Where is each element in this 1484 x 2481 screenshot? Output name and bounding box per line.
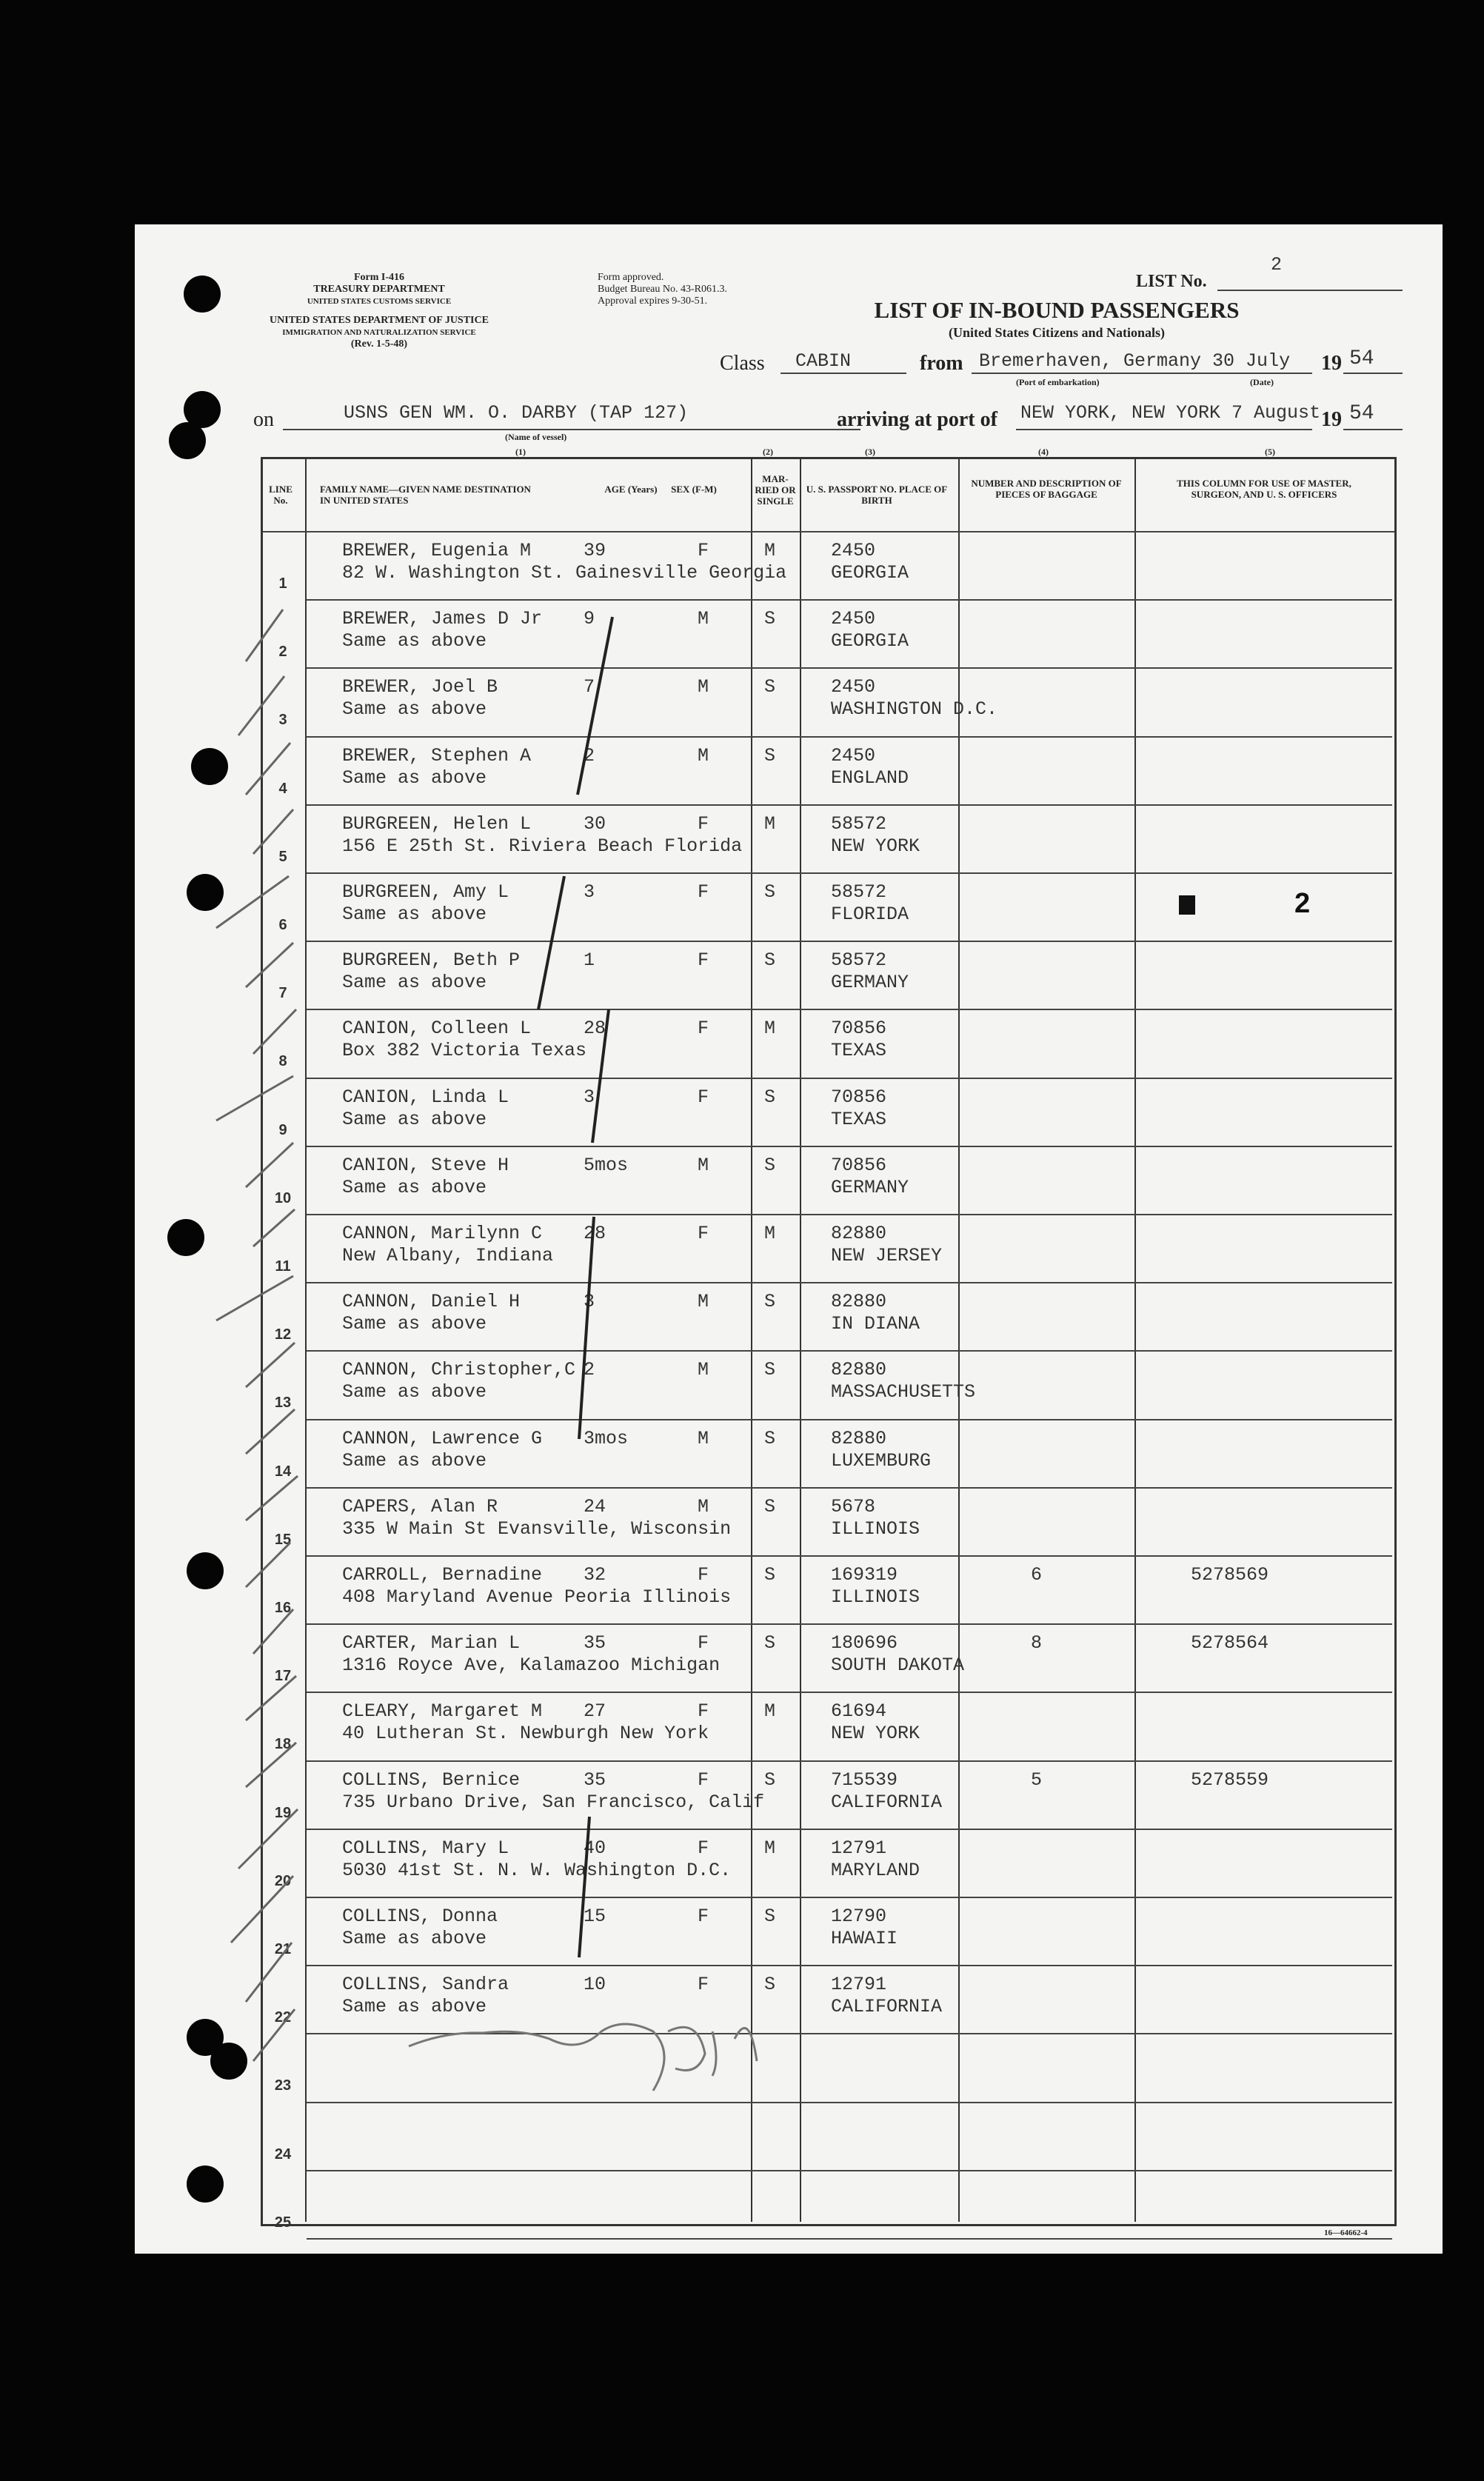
- passenger-name: CANNON, Daniel H: [342, 1291, 521, 1312]
- punch-hole-10: [187, 2166, 224, 2203]
- place-of-birth: MASSACHUSETTS: [831, 1381, 976, 1403]
- approval-2: Budget Bureau No. 43-R061.3.: [598, 284, 727, 295]
- passenger-sex: F: [698, 881, 709, 903]
- col-header-line: LINE No.: [269, 484, 293, 506]
- passenger-marital-status: S: [764, 608, 776, 630]
- passenger-sex: F: [698, 1837, 709, 1859]
- passenger-destination: 335 W Main St Evansville, Wisconsin: [342, 1518, 732, 1540]
- dept-ins: IMMIGRATION AND NATURALIZATION SERVICE: [282, 328, 476, 337]
- passenger-destination: 408 Maryland Avenue Peoria Illinois: [342, 1586, 732, 1608]
- year-prefix-1: 19: [1321, 352, 1342, 375]
- passenger-age: 35: [584, 1632, 606, 1654]
- row-rule: [307, 1692, 1392, 1693]
- place-of-birth: WASHINGTON D.C.: [831, 698, 998, 720]
- row-rule: [307, 1419, 1392, 1420]
- passenger-sex: F: [698, 1018, 709, 1039]
- from-value: Bremerhaven, Germany 30 July: [979, 350, 1291, 372]
- baggage-count: 8: [1031, 1632, 1043, 1654]
- row-rule: [307, 941, 1392, 942]
- approval-1: Form approved.: [598, 272, 664, 283]
- row-rule: [307, 1009, 1392, 1010]
- year-prefix-2: 19: [1321, 408, 1342, 431]
- passenger-sex: M: [698, 1428, 709, 1449]
- line-number: 21: [274, 1941, 292, 1957]
- passenger-destination: Same as above: [342, 698, 487, 720]
- passport-number: 61694: [831, 1700, 887, 1722]
- passenger-destination: Same as above: [342, 1928, 487, 1949]
- passenger-age: 24: [584, 1496, 606, 1517]
- passenger-age: 3: [584, 881, 595, 903]
- row-rule: [307, 1078, 1392, 1079]
- place-of-birth: ILLINOIS: [831, 1518, 920, 1540]
- row-rule: [307, 1146, 1392, 1147]
- passenger-sex: F: [698, 540, 709, 561]
- passenger-destination: Same as above: [342, 1177, 487, 1198]
- row-rule: [307, 2102, 1392, 2103]
- passenger-name: CARROLL, Bernadine: [342, 1564, 543, 1586]
- line-number: 10: [274, 1190, 292, 1206]
- passenger-marital-status: M: [764, 1700, 776, 1722]
- rule-line-col: [305, 459, 307, 2222]
- passenger-sex: F: [698, 1974, 709, 1995]
- passenger-name: CANNON, Christopher,C: [342, 1359, 576, 1380]
- passenger-name: COLLINS, Donna: [342, 1906, 498, 1927]
- passenger-marital-status: S: [764, 1974, 776, 1995]
- class-line: [781, 373, 906, 374]
- rule-married-left: [751, 459, 752, 2222]
- passenger-age: 15: [584, 1906, 606, 1927]
- passenger-destination: Same as above: [342, 904, 487, 925]
- rule-passport-right: [958, 459, 960, 2222]
- passenger-sex: M: [698, 1291, 709, 1312]
- passenger-age: 5mos: [584, 1155, 629, 1176]
- passenger-name: COLLINS, Sandra: [342, 1974, 509, 1995]
- passenger-marital-status: S: [764, 1086, 776, 1108]
- date-caption: (Date): [1250, 377, 1274, 387]
- passenger-marital-status: S: [764, 949, 776, 971]
- year-line-2: [1343, 429, 1403, 430]
- row-rule: [307, 1965, 1392, 1966]
- row-rule: [307, 872, 1392, 874]
- col-number-5: (5): [1265, 447, 1275, 457]
- on-label: on: [253, 408, 274, 431]
- place-of-birth: TEXAS: [831, 1109, 887, 1130]
- passenger-destination: 735 Urbano Drive, San Francisco, Calif: [342, 1792, 765, 1813]
- passenger-marital-status: M: [764, 1018, 776, 1039]
- passenger-name: CANION, Colleen L: [342, 1018, 532, 1039]
- passenger-name: CANION, Steve H: [342, 1155, 509, 1176]
- punch-hole-9: [210, 2043, 247, 2080]
- header-rule: [263, 531, 1394, 532]
- vessel-line: [283, 429, 860, 430]
- class-value: CABIN: [795, 350, 852, 372]
- passenger-destination: Same as above: [342, 1109, 487, 1130]
- revision: (Rev. 1-5-48): [350, 338, 408, 350]
- footer-code: 16—64662-4: [1324, 2228, 1368, 2237]
- handwritten-number: 2: [1294, 888, 1311, 919]
- officer-notes: 5278559: [1191, 1769, 1269, 1791]
- row-rule: [307, 2033, 1392, 2034]
- passport-number: 82880: [831, 1223, 887, 1244]
- passenger-sex: M: [698, 608, 709, 630]
- row-rule: [307, 1897, 1392, 1898]
- row-rule: [307, 1760, 1392, 1762]
- approval-3: Approval expires 9-30-51.: [598, 295, 708, 307]
- passenger-name: BREWER, Eugenia M: [342, 540, 532, 561]
- passenger-age: 27: [584, 1700, 606, 1722]
- row-rule: [307, 599, 1392, 601]
- passport-number: 12791: [831, 1974, 887, 1995]
- line-number: 6: [278, 917, 287, 933]
- passenger-marital-status: S: [764, 1906, 776, 1927]
- passport-number: 12790: [831, 1906, 887, 1927]
- passenger-age: 40: [584, 1837, 606, 1859]
- row-rule: [307, 667, 1392, 669]
- passenger-age: 28: [584, 1223, 606, 1244]
- passenger-name: CARTER, Marian L: [342, 1632, 521, 1654]
- row-rule: [307, 1829, 1392, 1830]
- row-rule: [307, 2238, 1392, 2240]
- line-number: 8: [278, 1053, 287, 1069]
- passenger-sex: F: [698, 1632, 709, 1654]
- rule-married-right: [800, 459, 801, 2222]
- place-of-birth: GEORGIA: [831, 562, 909, 584]
- from-line: [972, 373, 1312, 374]
- passport-number: 2450: [831, 540, 876, 561]
- row-rule: [307, 804, 1392, 806]
- passenger-marital-status: S: [764, 676, 776, 698]
- passenger-name: CANNON, Lawrence G: [342, 1428, 543, 1449]
- col-number-4: (4): [1038, 447, 1049, 457]
- passenger-marital-status: S: [764, 1769, 776, 1791]
- row-rule: [307, 1487, 1392, 1489]
- passenger-name: COLLINS, Bernice: [342, 1769, 521, 1791]
- arriving-label: arriving at port of: [837, 408, 997, 431]
- passenger-age: 28: [584, 1018, 606, 1039]
- passport-number: 70856: [831, 1155, 887, 1176]
- row-rule: [307, 1350, 1392, 1352]
- place-of-birth: FLORIDA: [831, 904, 909, 925]
- passport-number: 5678: [831, 1496, 876, 1517]
- passenger-name: BURGREEN, Beth P: [342, 949, 521, 971]
- row-rule: [307, 736, 1392, 738]
- passenger-age: 9: [584, 608, 595, 630]
- row-rule: [307, 2170, 1392, 2171]
- passenger-name: BURGREEN, Helen L: [342, 813, 532, 835]
- place-of-birth: NEW YORK: [831, 1723, 920, 1744]
- passport-number: 12791: [831, 1837, 887, 1859]
- line-number: 15: [274, 1532, 292, 1548]
- passport-number: 2450: [831, 745, 876, 767]
- passenger-sex: M: [698, 1359, 709, 1380]
- list-no-value: 2: [1271, 254, 1283, 276]
- passport-number: 2450: [831, 608, 876, 630]
- col-number-1: (1): [515, 447, 526, 457]
- passenger-marital-status: M: [764, 1223, 776, 1244]
- passenger-destination: Same as above: [342, 972, 487, 993]
- port-caption: (Port of embarkation): [1016, 377, 1100, 387]
- passenger-destination: Same as above: [342, 1450, 487, 1472]
- col-header-officers: THIS COLUMN FOR USE OF MASTER, SURGEON, AND U. S. OFFICERS: [1177, 478, 1351, 500]
- passport-number: 169319: [831, 1564, 898, 1586]
- table-frame: [261, 457, 1397, 2226]
- place-of-birth: ILLINOIS: [831, 1586, 920, 1608]
- passenger-marital-status: S: [764, 1359, 776, 1380]
- passenger-marital-status: M: [764, 1837, 776, 1859]
- passenger-destination: 82 W. Washington St. Gainesville Georgia: [342, 562, 787, 584]
- punch-hole-5: [187, 874, 224, 911]
- line-number: 16: [274, 1600, 292, 1616]
- passenger-sex: F: [698, 949, 709, 971]
- passenger-age: 39: [584, 540, 606, 561]
- passenger-age: 35: [584, 1769, 606, 1791]
- passenger-marital-status: S: [764, 881, 776, 903]
- line-number: 5: [278, 849, 287, 865]
- dept-customs: UNITED STATES CUSTOMS SERVICE: [307, 297, 452, 306]
- col-header-age: AGE (Years): [604, 484, 658, 495]
- passport-number: 2450: [831, 676, 876, 698]
- dept-treasury: TREASURY DEPARTMENT: [313, 284, 445, 295]
- passport-number: 58572: [831, 813, 887, 835]
- punch-hole-3: [169, 422, 206, 459]
- passenger-marital-status: S: [764, 745, 776, 767]
- list-no-label: LIST No.: [1136, 272, 1207, 291]
- place-of-birth: CALIFORNIA: [831, 1996, 943, 2017]
- passenger-destination: 1316 Royce Ave, Kalamazoo Michigan: [342, 1654, 721, 1676]
- place-of-birth: GERMANY: [831, 1177, 909, 1198]
- passenger-destination: Same as above: [342, 1313, 487, 1335]
- passenger-marital-status: M: [764, 813, 776, 835]
- passenger-name: CLEARY, Margaret M: [342, 1700, 543, 1722]
- passenger-marital-status: S: [764, 1155, 776, 1176]
- passenger-age: 30: [584, 813, 606, 835]
- passenger-name: BREWER, Joel B: [342, 676, 498, 698]
- passport-number: 82880: [831, 1428, 887, 1449]
- punch-hole-7: [187, 1552, 224, 1589]
- arrival-value: NEW YORK, NEW YORK 7 August: [1020, 402, 1321, 424]
- passenger-destination: Same as above: [342, 767, 487, 789]
- passenger-marital-status: M: [764, 540, 776, 561]
- place-of-birth: GEORGIA: [831, 630, 909, 652]
- row-rule: [307, 1282, 1392, 1283]
- col-header-baggage: NUMBER AND DESCRIPTION OF PIECES OF BAGGAGE: [971, 478, 1122, 500]
- passport-number: 70856: [831, 1086, 887, 1108]
- passenger-age: 3mos: [584, 1428, 629, 1449]
- line-number: 20: [274, 1873, 292, 1889]
- vessel-name: USNS GEN WM. O. DARBY (TAP 127): [344, 402, 689, 424]
- passenger-name: BREWER, James D Jr: [342, 608, 543, 630]
- col-header-sex: SEX (F-M): [671, 484, 717, 495]
- officer-notes: 5278569: [1191, 1564, 1269, 1586]
- dept-justice: UNITED STATES DEPARTMENT OF JUSTICE: [270, 315, 489, 326]
- passport-number: 715539: [831, 1769, 898, 1791]
- passenger-age: 2: [584, 1359, 595, 1380]
- line-number: 23: [274, 2077, 292, 2094]
- passenger-sex: M: [698, 676, 709, 698]
- list-no-line: [1217, 290, 1403, 291]
- line-number: 22: [274, 2009, 292, 2026]
- passenger-age: 32: [584, 1564, 606, 1586]
- passenger-marital-status: S: [764, 1496, 776, 1517]
- punch-hole-1: [184, 276, 221, 313]
- col-number-2: (2): [763, 447, 773, 457]
- passenger-destination: Same as above: [342, 1381, 487, 1403]
- place-of-birth: ENGLAND: [831, 767, 909, 789]
- passenger-destination: Box 382 Victoria Texas: [342, 1040, 587, 1061]
- passenger-name: CANION, Linda L: [342, 1086, 509, 1108]
- line-number: 18: [274, 1736, 292, 1752]
- form-number: Form I-416: [353, 272, 405, 283]
- row-rule: [307, 1623, 1392, 1625]
- baggage-count: 5: [1031, 1769, 1043, 1791]
- place-of-birth: MARYLAND: [831, 1860, 920, 1881]
- line-number: 25: [274, 2214, 292, 2231]
- line-number: 24: [274, 2146, 292, 2163]
- line-number: 12: [274, 1326, 292, 1343]
- passport-number: 70856: [831, 1018, 887, 1039]
- passenger-sex: F: [698, 813, 709, 835]
- passenger-sex: F: [698, 1086, 709, 1108]
- place-of-birth: CALIFORNIA: [831, 1792, 943, 1813]
- baggage-count: 6: [1031, 1564, 1043, 1586]
- rule-baggage-right: [1134, 459, 1136, 2222]
- punch-hole-4: [191, 748, 228, 785]
- col-header-married: MAR-RIED OR SINGLE: [755, 473, 796, 507]
- row-rule: [307, 1555, 1392, 1557]
- passport-number: 82880: [831, 1359, 887, 1380]
- col-number-3: (3): [865, 447, 875, 457]
- passenger-destination: Same as above: [342, 1996, 487, 2017]
- passport-number: 82880: [831, 1291, 887, 1312]
- col-header-name: FAMILY NAME—GIVEN NAME DESTINATION IN UNITED STATES: [320, 484, 531, 506]
- line-number: 9: [278, 1122, 287, 1138]
- passenger-age: 2: [584, 745, 595, 767]
- line-number: 11: [275, 1258, 291, 1275]
- passport-number: 180696: [831, 1632, 898, 1654]
- line-number: 14: [274, 1463, 292, 1480]
- place-of-birth: HAWAII: [831, 1928, 898, 1949]
- passenger-destination: New Albany, Indiana: [342, 1245, 554, 1266]
- page-title: LIST OF IN-BOUND PASSENGERS: [874, 297, 1240, 323]
- row-rule: [307, 1214, 1392, 1215]
- place-of-birth: SOUTH DAKOTA: [831, 1654, 965, 1676]
- passenger-sex: F: [698, 1906, 709, 1927]
- passenger-destination: 5030 41st St. N. W. Washington D.C.: [342, 1860, 732, 1881]
- place-of-birth: LUXEMBURG: [831, 1450, 932, 1472]
- line-number: 7: [278, 985, 287, 1001]
- passenger-marital-status: S: [764, 1632, 776, 1654]
- passenger-age: 3: [584, 1086, 595, 1108]
- passenger-destination: 40 Lutheran St. Newburgh New York: [342, 1723, 709, 1744]
- manifest-page: [135, 224, 1443, 2254]
- passenger-name: BREWER, Stephen A: [342, 745, 532, 767]
- passenger-sex: F: [698, 1769, 709, 1791]
- line-number: 4: [278, 781, 287, 797]
- passenger-age: 10: [584, 1974, 606, 1995]
- year-line-1: [1343, 373, 1403, 374]
- line-number: 3: [278, 712, 287, 728]
- place-of-birth: NEW JERSEY: [831, 1245, 943, 1266]
- passenger-sex: M: [698, 1155, 709, 1176]
- passenger-age: 3: [584, 1291, 595, 1312]
- passenger-marital-status: S: [764, 1428, 776, 1449]
- passenger-name: CANNON, Marilynn C: [342, 1223, 543, 1244]
- passenger-destination: Same as above: [342, 630, 487, 652]
- passenger-sex: F: [698, 1700, 709, 1722]
- line-number: 1: [278, 575, 287, 592]
- from-label: from: [920, 352, 963, 375]
- passenger-sex: M: [698, 745, 709, 767]
- passport-number: 58572: [831, 881, 887, 903]
- passenger-marital-status: S: [764, 1564, 776, 1586]
- passport-number: 58572: [831, 949, 887, 971]
- place-of-birth: IN DIANA: [831, 1313, 920, 1335]
- line-number: 13: [274, 1395, 292, 1411]
- passenger-marital-status: S: [764, 1291, 776, 1312]
- year-value-1: 54: [1349, 347, 1374, 370]
- line-number: 2: [278, 644, 287, 660]
- passenger-name: BURGREEN, Amy L: [342, 881, 509, 903]
- passenger-destination: 156 E 25th St. Riviera Beach Florida: [342, 835, 743, 857]
- vessel-caption: (Name of vessel): [505, 432, 567, 442]
- passenger-age: 7: [584, 676, 595, 698]
- line-number: 19: [274, 1805, 292, 1821]
- passenger-sex: F: [698, 1223, 709, 1244]
- place-of-birth: NEW YORK: [831, 835, 920, 857]
- punch-hole-6: [167, 1219, 204, 1256]
- class-label: Class: [720, 352, 765, 375]
- passenger-sex: M: [698, 1496, 709, 1517]
- passenger-sex: F: [698, 1564, 709, 1586]
- place-of-birth: TEXAS: [831, 1040, 887, 1061]
- passenger-age: 1: [584, 949, 595, 971]
- col-header-passport: U. S. PASSPORT NO. PLACE OF BIRTH: [806, 484, 948, 506]
- year-value-2: 54: [1349, 402, 1374, 425]
- place-of-birth: GERMANY: [831, 972, 909, 993]
- passenger-name: COLLINS, Mary L: [342, 1837, 509, 1859]
- officer-notes: 5278564: [1191, 1632, 1269, 1654]
- line-number: 17: [274, 1668, 292, 1684]
- passenger-name: CAPERS, Alan R: [342, 1496, 498, 1517]
- handwritten-mark: [1179, 895, 1195, 915]
- arrival-line: [1016, 429, 1312, 430]
- page-subtitle: (United States Citizens and Nationals): [948, 325, 1165, 340]
